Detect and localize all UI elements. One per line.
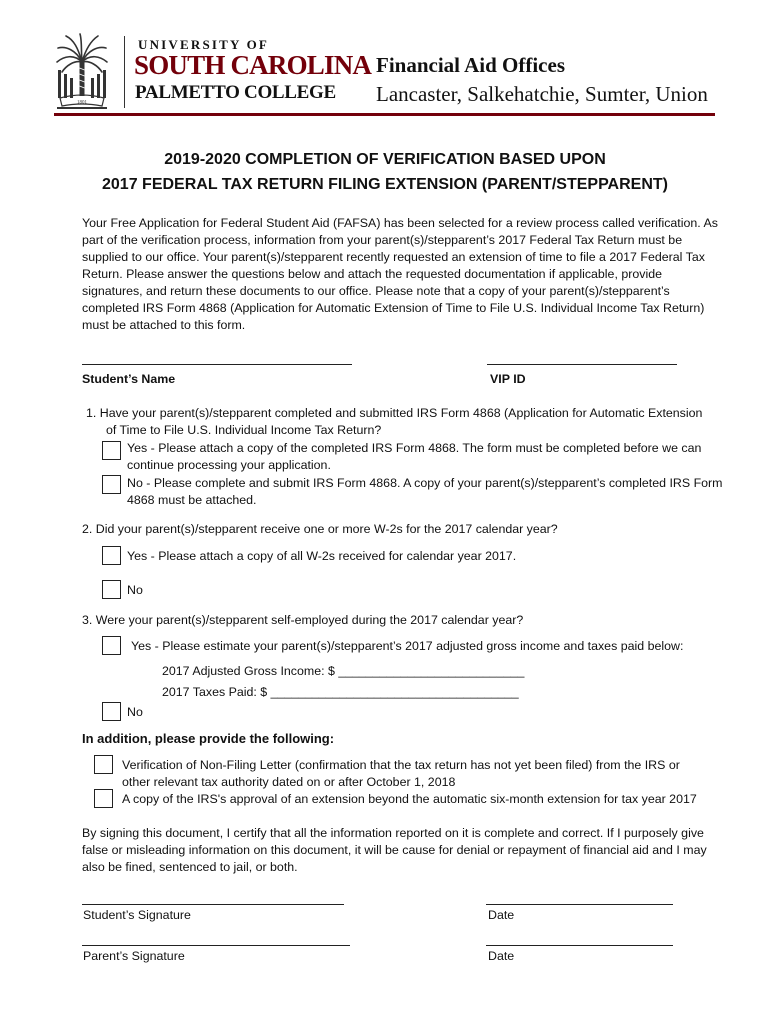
document-title-line1: 2019-2020 COMPLETION OF VERIFICATION BASED UPON: [164, 151, 606, 168]
intro-line: must be attached to this form.: [82, 318, 246, 332]
office-title: Financial Aid Offices: [376, 53, 565, 77]
vip-id-label: VIP ID: [490, 372, 526, 386]
intro-line: Return. Please answer the questions below and attach the requested documentation if applicable, provide: [82, 267, 662, 281]
q1-no-label-line2: 4868 must be attached.: [127, 493, 257, 507]
student-signature-field[interactable]: [82, 904, 344, 905]
q2-no-label: No: [127, 583, 143, 597]
palmetto-college-wordmark: PALMETTO COLLEGE: [135, 82, 336, 103]
student-date-field[interactable]: [486, 904, 673, 905]
svg-text:1801: 1801: [77, 100, 87, 106]
q1-question-line1: 1. Have your parent(s)/stepparent completed and submitted IRS Form 4868 (Application for Automatic Extension: [86, 406, 703, 420]
student-name-field[interactable]: [82, 364, 352, 365]
non-filing-letter-line2: other relevant tax authority dated on or after October 1, 2018: [122, 775, 456, 789]
header-rule: [54, 113, 715, 116]
q2-yes-checkbox[interactable]: [102, 546, 121, 565]
university-of-wordmark: UNIVERSITY OF: [138, 37, 270, 52]
parent-date-field[interactable]: [486, 945, 673, 946]
logo-divider: [124, 36, 125, 108]
palmetto-tree-logo-icon: [54, 32, 110, 112]
q3-yes-label: Yes - Please estimate your parent(s)/stepparent’s 2017 adjusted gross income and taxes paid below:: [131, 639, 684, 653]
certify-line: By signing this document, I certify that all the information reported on it is complete and correct. If I purposely give: [82, 826, 704, 840]
non-filing-letter-line1: Verification of Non-Filing Letter (confirmation that the tax return has not yet been filed) from the IRS or: [122, 758, 680, 772]
irs-extension-approval-label: A copy of the IRS's approval of an extension beyond the automatic six-month extension for tax year 2017: [122, 792, 697, 806]
intro-line: signatures, and return these documents to our office. Please note that a copy of your parent(s)/stepparent’s: [82, 284, 670, 298]
intro-line: supplied to our office. Your parent(s)/stepparent recently requested an extension of time to file a 2017 Federal Tax: [82, 250, 705, 264]
q2-no-checkbox[interactable]: [102, 580, 121, 599]
non-filing-letter-checkbox[interactable]: [94, 755, 113, 774]
intro-line: part of the verification process, information from your parent(s)/stepparent’s 2017 Federal Tax Return must be: [82, 233, 683, 247]
student-name-label: Student’s Name: [82, 372, 176, 386]
q1-yes-label-line2: continue processing your application.: [127, 458, 331, 472]
q3-agi-field[interactable]: 2017 Adjusted Gross Income: $ ___________________________: [162, 664, 525, 678]
q1-no-checkbox[interactable]: [102, 475, 121, 494]
parent-date-label: Date: [488, 949, 515, 963]
q3-no-label: No: [127, 705, 143, 719]
q3-question: 3. Were your parent(s)/stepparent self-employed during the 2017 calendar year?: [82, 613, 524, 627]
addition-heading: In addition, please provide the following:: [82, 731, 335, 746]
q1-no-label-line1: No - Please complete and submit IRS Form 4868. A copy of your parent(s)/stepparent’s completed IRS Form: [127, 476, 723, 490]
student-signature-label: Student’s Signature: [83, 908, 191, 922]
irs-extension-approval-checkbox[interactable]: [94, 789, 113, 808]
intro-line: Your Free Application for Federal Student Aid (FAFSA) has been selected for a review process called verification. As: [82, 216, 718, 230]
parent-signature-field[interactable]: [82, 945, 350, 946]
q3-taxes-paid-field[interactable]: 2017 Taxes Paid: $ ____________________________________: [162, 685, 519, 699]
q1-yes-checkbox[interactable]: [102, 441, 121, 460]
vip-id-field[interactable]: [487, 364, 677, 365]
q1-question-line2: of Time to File U.S. Individual Income Tax Return?: [106, 423, 382, 437]
certification-paragraph: [82, 825, 732, 876]
south-carolina-wordmark: SOUTH CAROLINA: [134, 50, 372, 80]
intro-paragraph: [82, 215, 722, 334]
q2-question: 2. Did your parent(s)/stepparent receive one or more W-2s for the 2017 calendar year?: [82, 522, 558, 536]
document-title-line2: 2017 FEDERAL TAX RETURN FILING EXTENSION (PARENT/STEPPARENT): [102, 176, 668, 193]
student-date-label: Date: [488, 908, 515, 922]
q2-yes-label: Yes - Please attach a copy of all W-2s received for calendar year 2017.: [127, 549, 517, 563]
q3-no-checkbox[interactable]: [102, 702, 121, 721]
office-locations: Lancaster, Salkehatchie, Sumter, Union: [376, 82, 708, 106]
q3-yes-checkbox[interactable]: [102, 636, 121, 655]
certify-line: also be fined, sentenced to jail, or both.: [82, 860, 298, 874]
q1-yes-label-line1: Yes - Please attach a copy of the completed IRS Form 4868. The form must be completed before we can: [127, 441, 702, 455]
certify-line: false or misleading information on this document, it will be cause for denial or repayment of financial aid and I may: [82, 843, 707, 857]
intro-line: completed IRS Form 4868 (Application for Automatic Extension of Time to File U.S. Individual Income Tax Return): [82, 301, 705, 315]
parent-signature-label: Parent’s Signature: [83, 949, 185, 963]
